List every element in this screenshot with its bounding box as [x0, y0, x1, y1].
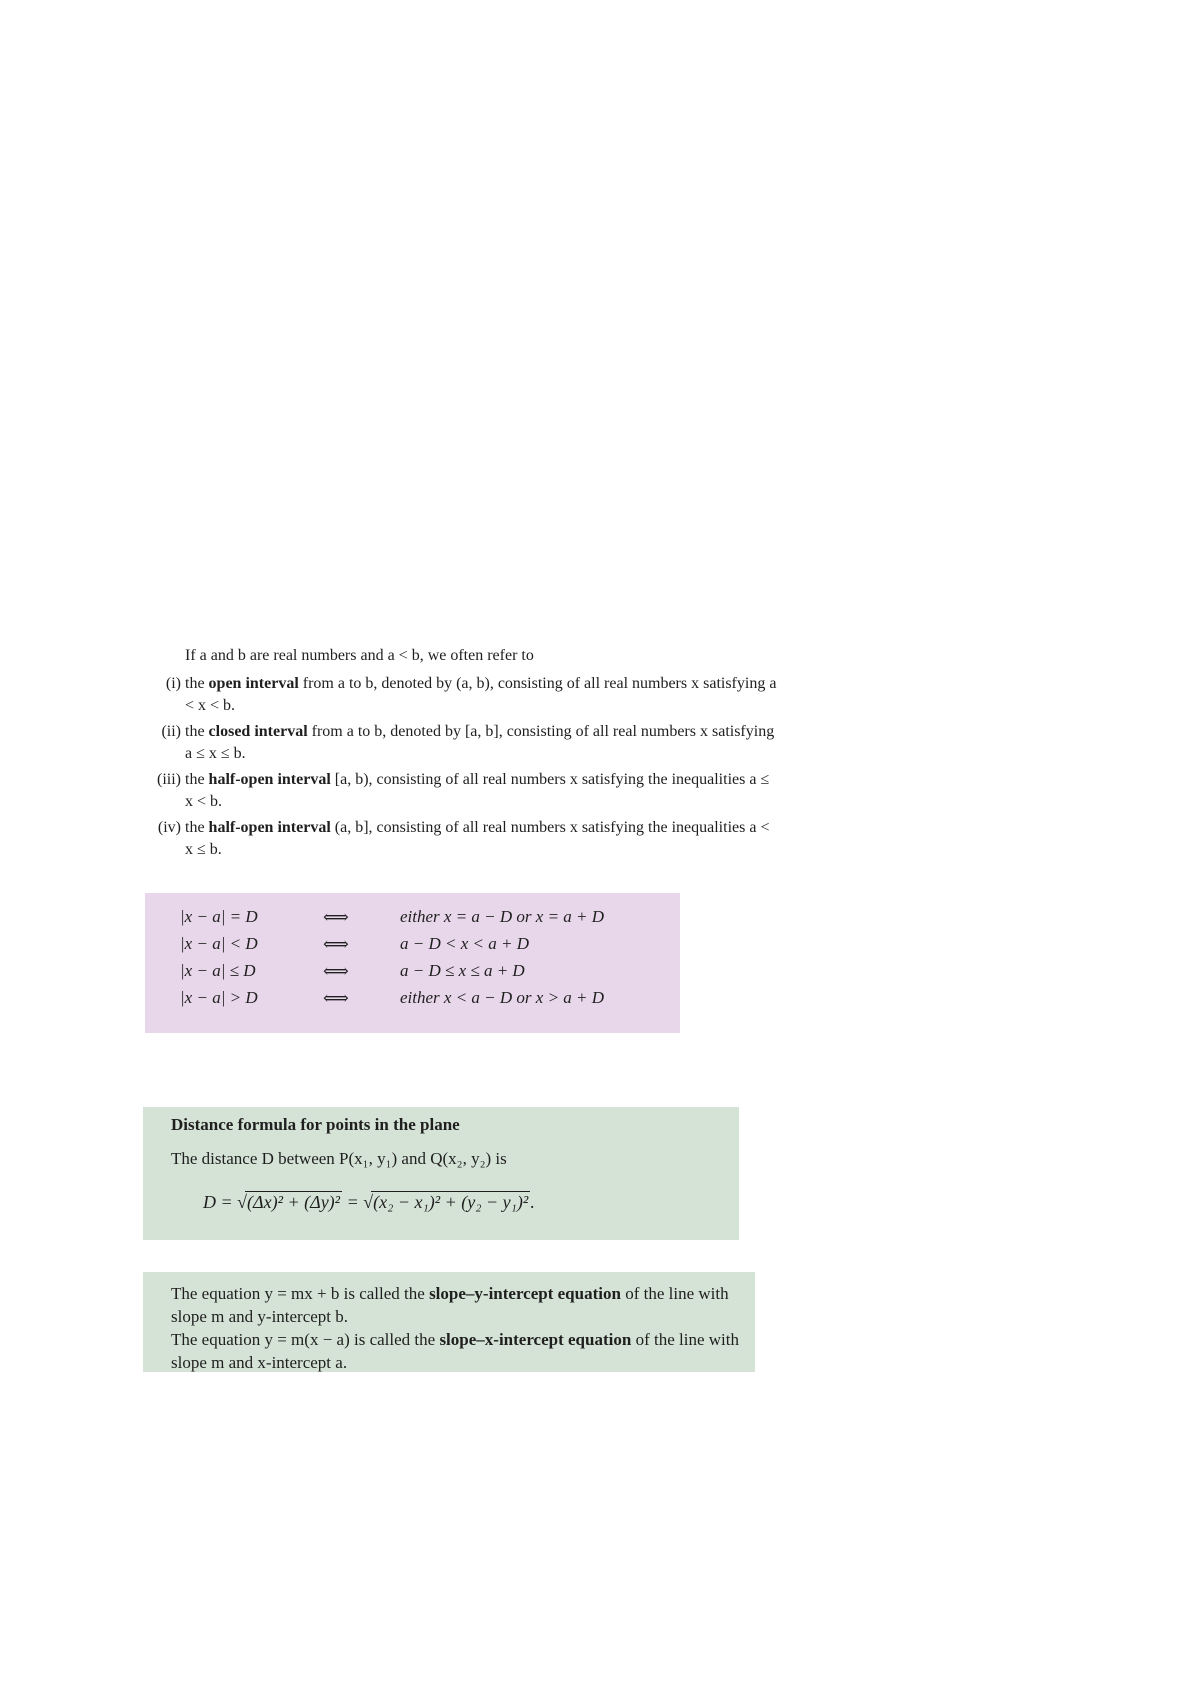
- item-number: (i): [165, 675, 181, 692]
- equivalence-lhs: |x − a| < D: [180, 934, 258, 953]
- term-slope-y-intercept: slope–y-intercept equation: [429, 1284, 621, 1303]
- equivalence-lhs: |x − a| = D: [180, 907, 258, 926]
- equivalence-rhs: a − D ≤ x ≤ a + D: [400, 961, 525, 980]
- item-number: (iii): [157, 771, 181, 788]
- interval-item-half-open-right: [145, 769, 781, 813]
- item-number: (ii): [161, 723, 181, 740]
- term-open-interval: open interval: [208, 675, 299, 692]
- equivalence-row: [145, 907, 680, 933]
- item-text: the half-open interval [a, b), consisting of all real numbers x satisfying the inequalities a ≤ x < b.: [185, 771, 770, 810]
- equivalence-rhs: either x = a − D or x = a + D: [400, 907, 605, 926]
- equivalence-row: [145, 961, 680, 987]
- item-text: the closed interval from a to b, denoted by [a, b], consisting of all real numbers x satisfying a ≤ x ≤ b.: [185, 723, 775, 762]
- formula-root-coords: (x₂ − x₁)² + (y₂ − y₁)²: [373, 1192, 529, 1212]
- equivalence-lhs: |x − a| > D: [180, 988, 258, 1007]
- slope-intercept-box: [143, 1272, 755, 1372]
- distance-formula: [203, 1191, 535, 1213]
- sqrt-sign-icon: √: [237, 1192, 248, 1212]
- slope-y-intercept-paragraph: The equation y = mx + b is called the slope–y-intercept equation of the line with slope m and y-intercept b.: [171, 1284, 729, 1326]
- interval-item-half-open-left: [145, 817, 781, 861]
- iff-arrow-icon: ⟺: [323, 907, 349, 928]
- iff-arrow-icon: ⟺: [323, 988, 349, 1009]
- equivalence-rhs: either x < a − D or x > a + D: [400, 988, 605, 1007]
- equivalence-row: [145, 934, 680, 960]
- intervals-intro: If a and b are real numbers and a < b, we often refer to: [185, 647, 534, 664]
- item-number: (iv): [157, 819, 181, 836]
- sqrt-sign-icon: √: [363, 1192, 374, 1212]
- item-text: the half-open interval (a, b], consisting of all real numbers x satisfying the inequalities a < x ≤ b.: [185, 819, 770, 858]
- item-text: the open interval from a to b, denoted by (a, b), consisting of all real numbers x satisfying a < x < b.: [185, 675, 777, 714]
- term-closed-interval: closed interval: [208, 723, 308, 740]
- intervals-definition: [145, 645, 781, 865]
- formula-lhs: D =: [203, 1192, 238, 1212]
- term-slope-x-intercept: slope–x-intercept equation: [439, 1330, 632, 1349]
- absolute-value-box: [145, 893, 680, 1033]
- equivalence-row: [145, 988, 680, 1014]
- distance-text: The distance D between P(x₁, y₁) and Q(x₂, y₂) is: [171, 1149, 507, 1168]
- distance-title: Distance formula for points in the plane: [171, 1115, 460, 1134]
- term-half-open-interval: half-open interval: [208, 771, 331, 788]
- equivalence-lhs: |x − a| ≤ D: [180, 961, 256, 980]
- interval-item-open: [145, 673, 781, 717]
- iff-arrow-icon: ⟺: [323, 961, 349, 982]
- equivalence-rhs: a − D < x < a + D: [400, 934, 529, 953]
- distance-formula-box: [143, 1107, 739, 1240]
- formula-equals: =: [342, 1192, 364, 1212]
- term-half-open-interval: half-open interval: [208, 819, 331, 836]
- formula-root-delta: (Δx)² + (Δy)²: [247, 1192, 341, 1212]
- interval-item-closed: [145, 721, 781, 765]
- slope-x-intercept-paragraph: The equation y = m(x − a) is called the slope–x-intercept equation of the line with slope m and x-intercept a.: [171, 1330, 739, 1372]
- iff-arrow-icon: ⟺: [323, 934, 349, 955]
- formula-end: .: [530, 1192, 535, 1212]
